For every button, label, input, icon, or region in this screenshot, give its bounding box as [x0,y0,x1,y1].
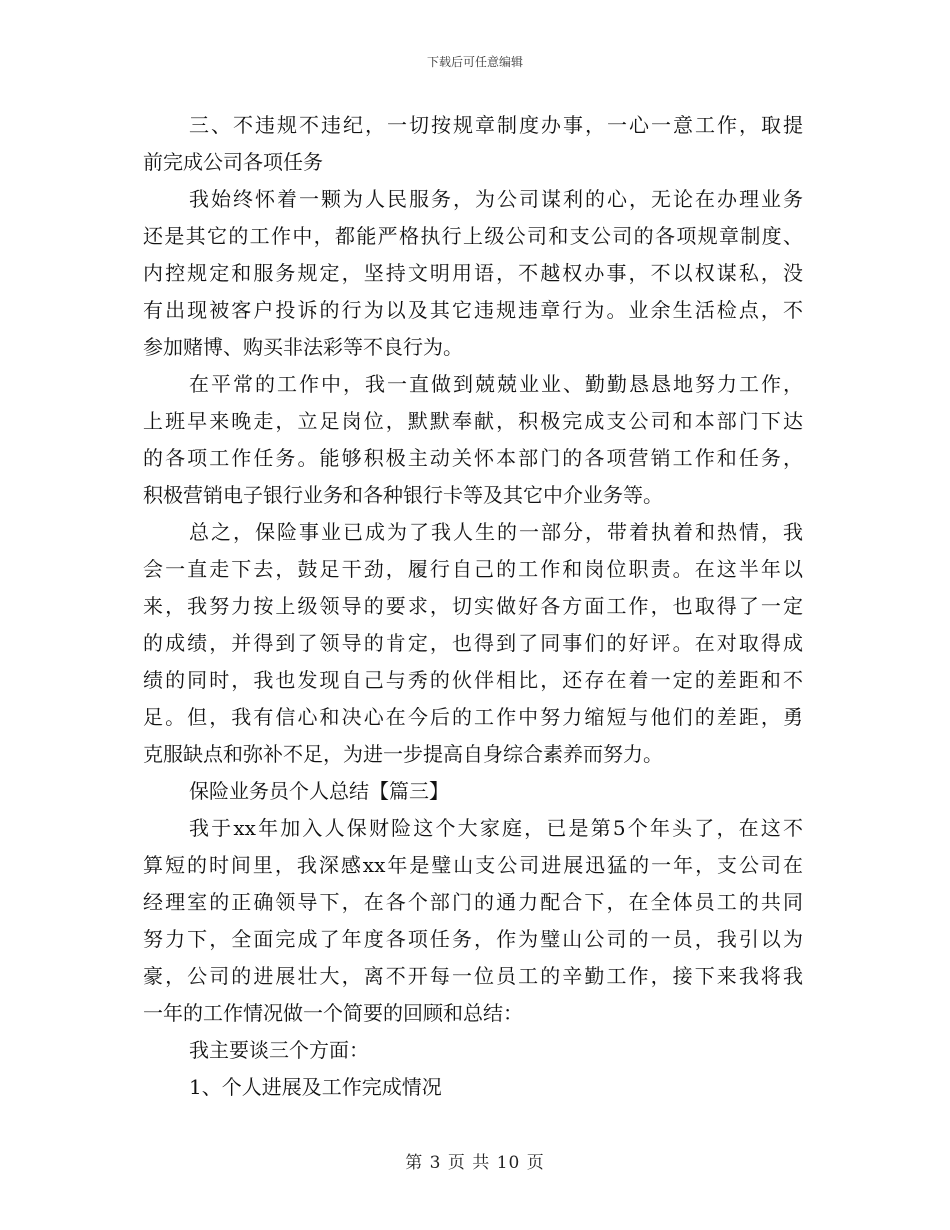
text-line: 克服缺点和弥补不足，为进一步提高自身综合素养而努力。 [143,742,663,766]
text-line: 我主要谈三个方面： [189,1038,369,1062]
text-line: 努力下，全面完成了年度各项任务，作为璧山公司的一员，我引以为 [143,927,803,951]
paragraph [143,107,803,181]
text-line: 一年的工作情况做一个简要的回顾和总结： [143,1001,523,1025]
text-line: 保险业务员个人总结【篇三】 [189,779,449,803]
text-line: 我始终怀着一颗为人民服务，为公司谋利的心，无论在办理业务 [189,187,803,211]
text-line: 豪，公司的进展壮大，离不开每一位员工的辛勤工作，接下来我将我 [143,964,803,988]
text-line: 会一直走下去，鼓足干劲，履行自己的工作和岗位职责。在这半年以 [143,557,803,581]
text-line: 算短的时间里，我深感xx年是璧山支公司进展迅猛的一年，支公司在 [143,853,803,877]
paragraph [143,181,803,366]
page-header: 下载后可任意编辑 [426,55,523,69]
text-line: 三、不违规不违纪，一切按规章制度办事，一心一意工作，取提 [189,113,803,137]
paragraph [143,366,803,514]
text-line: 经理室的正确领导下，在各个部门的通力配合下，在全体员工的共同 [143,890,803,914]
document-body [143,107,803,1106]
text-line: 在平常的工作中，我一直做到兢兢业业、勤勤恳恳地努力工作， [189,372,803,396]
text-line: 积极营销电子银行业务和各种银行卡等及其它中介业务等。 [143,483,663,507]
paragraph [143,1069,803,1106]
text-line: 足。但，我有信心和决心在今后的工作中努力缩短与他们的差距，勇 [143,705,803,729]
paragraph [143,514,803,773]
text-line: 前完成公司各项任务 [143,150,323,174]
text-line: 上班早来晚走，立足岗位，默默奉献，积极完成支公司和本部门下达 [143,409,803,433]
text-line: 参加赌博、购买非法彩等不良行为。 [143,335,463,359]
text-line: 我于xx年加入人保财险这个大家庭，已是第5个年头了，在这不 [189,816,803,840]
text-line: 总之，保险事业已成为了我人生的一部分，带着执着和热情，我 [189,520,803,544]
page-footer: 第 3 页 共 10 页 [405,1153,545,1173]
paragraph [143,810,803,1032]
text-line: 来，我努力按上级领导的要求，切实做好各方面工作，也取得了一定 [143,594,803,618]
text-line: 还是其它的工作中，都能严格执行上级公司和支公司的各项规章制度、 [143,224,803,248]
text-line: 的成绩，并得到了领导的肯定，也得到了同事们的好评。在对取得成 [143,631,803,655]
text-line: 有出现被客户投诉的行为以及其它违规违章行为。业余生活检点，不 [143,298,803,322]
text-line: 的各项工作任务。能够积极主动关怀本部门的各项营销工作和任务， [143,446,803,470]
text-line: 1、个人进展及工作完成情况 [189,1075,442,1099]
text-line: 绩的同时，我也发现自己与秀的伙伴相比，还存在着一定的差距和不 [143,668,803,692]
paragraph [143,1032,803,1069]
text-line: 内控规定和服务规定，坚持文明用语，不越权办事，不以权谋私，没 [143,261,803,285]
paragraph [143,773,803,810]
